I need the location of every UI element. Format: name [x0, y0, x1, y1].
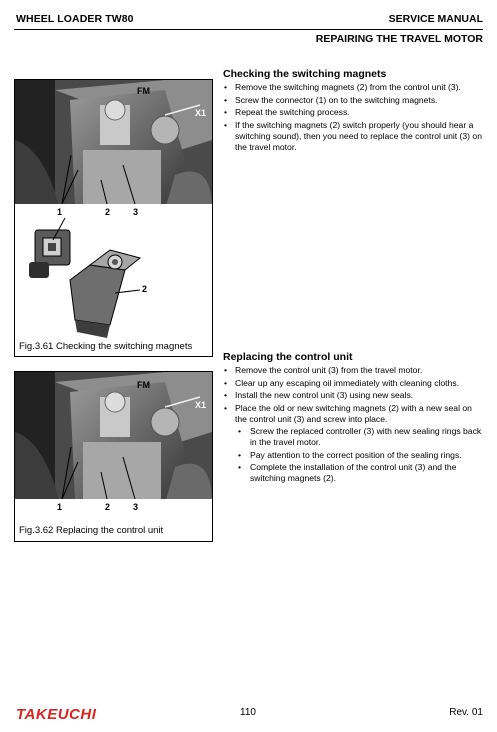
- sub-list-item: • Pay attention to the correct position of the sealing rings.: [223, 450, 485, 461]
- header-model: WHEEL LOADER TW80: [16, 13, 134, 25]
- label-callout-3: 3: [133, 502, 139, 512]
- label-fm: FM: [137, 380, 150, 390]
- header-chapter-title: REPAIRING THE TRAVEL MOTOR: [315, 33, 483, 45]
- takeuchi-logo-mark: [16, 706, 128, 722]
- instruction-list: [223, 82, 485, 153]
- sub-list-item: • Screw the replaced controller (3) with new sealing rings back in the travel motor.: [223, 426, 485, 448]
- sub-list-item: • Complete the installation of the control unit (3) and the switching magnets (2).: [223, 462, 485, 484]
- takeuchi-logo: [16, 706, 128, 727]
- figure-photo-2: [15, 372, 212, 541]
- label-x1: X1: [195, 400, 207, 410]
- label-fm: FM: [137, 86, 150, 96]
- list-item: • Screw the connector (1) on to the switching magnets.: [223, 95, 485, 106]
- logo-wordmark: TAKEUCHI: [16, 706, 97, 722]
- label-x1: X1: [195, 108, 207, 118]
- instruction-list: [223, 365, 485, 484]
- section-title: Checking the switching magnets: [223, 68, 387, 80]
- label-callout-1: 1: [57, 502, 63, 512]
- figure-checking-switching-magnets: [14, 79, 213, 357]
- figure-replacing-control-unit: [14, 371, 213, 542]
- header-manual-title: SERVICE MANUAL: [388, 13, 483, 25]
- section-replacing-control-unit: [223, 351, 485, 486]
- figure-caption-1: Fig.3.61 Checking the switching magnets: [19, 341, 193, 352]
- label-callout-3: 3: [133, 207, 139, 217]
- figure-photo-1: [15, 80, 212, 356]
- label-callout-2: 2: [105, 502, 111, 512]
- list-item: • Remove the control unit (3) from the travel motor.: [223, 365, 485, 376]
- revision-label: Rev. 01: [449, 707, 483, 718]
- list-item: • Place the old or new switching magnets (2) with a new seal on the control unit (3) and screw into place.: [223, 403, 485, 425]
- list-item: • Remove the switching magnets (2) from the control unit (3).: [223, 82, 485, 93]
- label-callout-1: 1: [57, 207, 63, 217]
- section-title: Replacing the control unit: [223, 351, 353, 363]
- label-callout-2: 2: [105, 207, 111, 217]
- label-callout-2b: 2: [142, 284, 148, 294]
- list-item: • Repeat the switching process.: [223, 107, 485, 118]
- page-number: 110: [240, 707, 256, 718]
- section-checking-switching-magnets: [223, 68, 485, 154]
- header-rule: [14, 29, 483, 30]
- list-item: • Clear up any escaping oil immediately with cleaning cloths.: [223, 378, 485, 389]
- list-item: • If the switching magnets (2) switch properly (you should hear a switching sound), then you need to replace the control unit (3) on the travel motor.: [223, 120, 485, 153]
- list-item: • Install the new control unit (3) using new seals.: [223, 390, 485, 401]
- figure-caption-2: Fig.3.62 Replacing the control unit: [19, 525, 164, 536]
